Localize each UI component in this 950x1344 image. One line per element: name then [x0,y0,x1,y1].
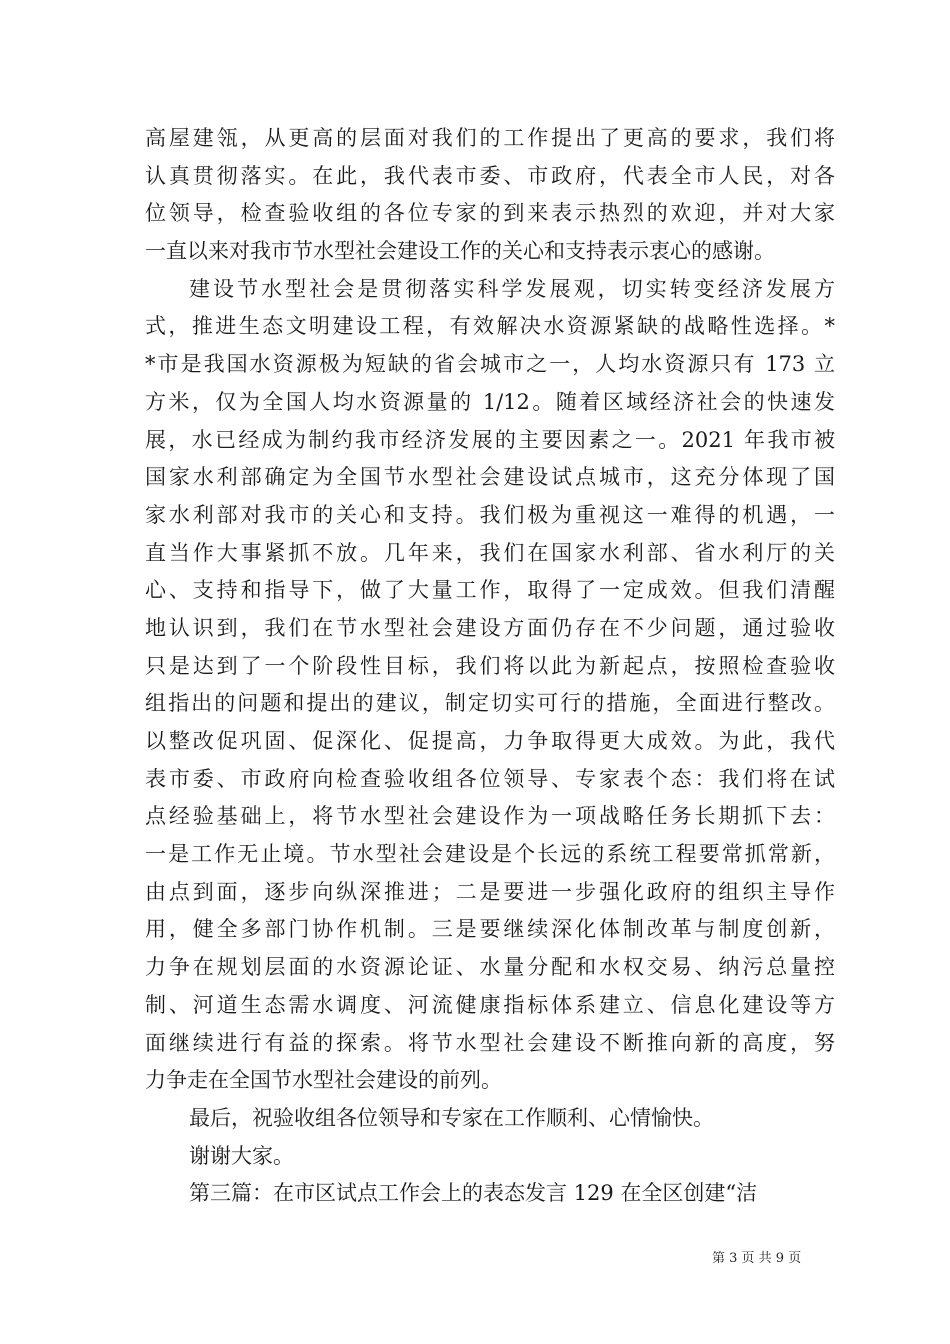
closing-line: 最后，祝验收组各位领导和专家在工作顺利、心情愉快。 [189,1105,714,1130]
document-body [145,120,835,1213]
text-line: 直当作大事紧抓不放。几年来，我们在国家水利部、省水利厅的关 [145,540,835,565]
text-line: 只是达到了一个阶段性目标，我们将以此为新起点，按照检查验收 [145,653,835,678]
text-line: 组指出的问题和提出的建议，制定切实可行的措施，全面进行整改。 [145,691,835,716]
text-line: 位领导，检查验收组的各位专家的到来表示热烈的欢迎，并对大家 [145,201,835,226]
paragraph-start-line: 建设节水型社会是贯彻落实科学发展观，切实转变经济发展方 [189,276,835,301]
text-line: 点经验基础上，将节水型社会建设作为一项战略任务长期抓下去： [145,804,835,829]
text-line: 家水利部对我市的关心和支持。我们极为重视这一难得的机遇，一 [145,502,835,527]
text-line: 高屋建瓴，从更高的层面对我们的工作提出了更高的要求，我们将 [145,126,835,150]
text-line: 由点到面，逐步向纵深推进；二是要进一步强化政府的组织主导作 [145,879,835,904]
text-line: 表市委、市政府向检查验收组各位领导、专家表个态：我们将在试 [145,766,835,791]
thanks-line: 谢谢大家。 [189,1143,294,1168]
text-line: 展，水已经成为制约我市经济发展的主要因素之一。2021 年我市被 [145,427,835,452]
text-line: 国家水利部确定为全国节水型社会建设试点城市，这充分体现了国 [145,465,835,490]
text-line: 力争在规划层面的水资源论证、水量分配和水权交易、纳污总量控 [145,955,835,980]
text-line: 一是工作无止境。节水型社会建设是个长远的系统工程要常抓常新， [145,842,835,867]
text-line: 制、河道生态需水调度、河流健康指标体系建立、信息化建设等方 [145,992,835,1017]
text-line: 地认识到，我们在节水型社会建设方面仍存在不少问题，通过验收 [145,615,835,640]
text-line: 面继续进行有益的探索。将节水型社会建设不断推向新的高度，努 [145,1030,835,1055]
text-line: 式，推进生态文明建设工程，有效解决水资源紧缺的战略性选择。* [145,314,835,339]
text-line: *市是我国水资源极为短缺的省会城市之一，人均水资源只有 173 立 [145,352,835,377]
text-line: 一直以来对我市节水型社会建设工作的关心和支持表示衷心的感谢。 [145,239,775,264]
text-line: 以整改促巩固、促深化、促提高，力争取得更大成效。为此，我代 [145,729,835,753]
text-line: 心、支持和指导下，做了大量工作，取得了一定成效。但我们清醒 [145,578,835,603]
next-section-heading: 第三篇：在市区试点工作会上的表态发言 129 在全区创建“洁 [189,1181,758,1206]
text-line: 力争走在全国节水型社会建设的前列。 [145,1068,502,1093]
text-line: 用，健全多部门协作机制。三是要继续深化体制改革与制度创新， [145,917,835,942]
text-line: 方米，仅为全国人均水资源量的 1/12。随着区域经济社会的快速发 [145,389,835,414]
page-number-footer: 第 3 页 共 9 页 [712,1251,802,1266]
text-line: 认真贯彻落实。在此，我代表市委、市政府，代表全市人民，对各 [145,163,835,188]
